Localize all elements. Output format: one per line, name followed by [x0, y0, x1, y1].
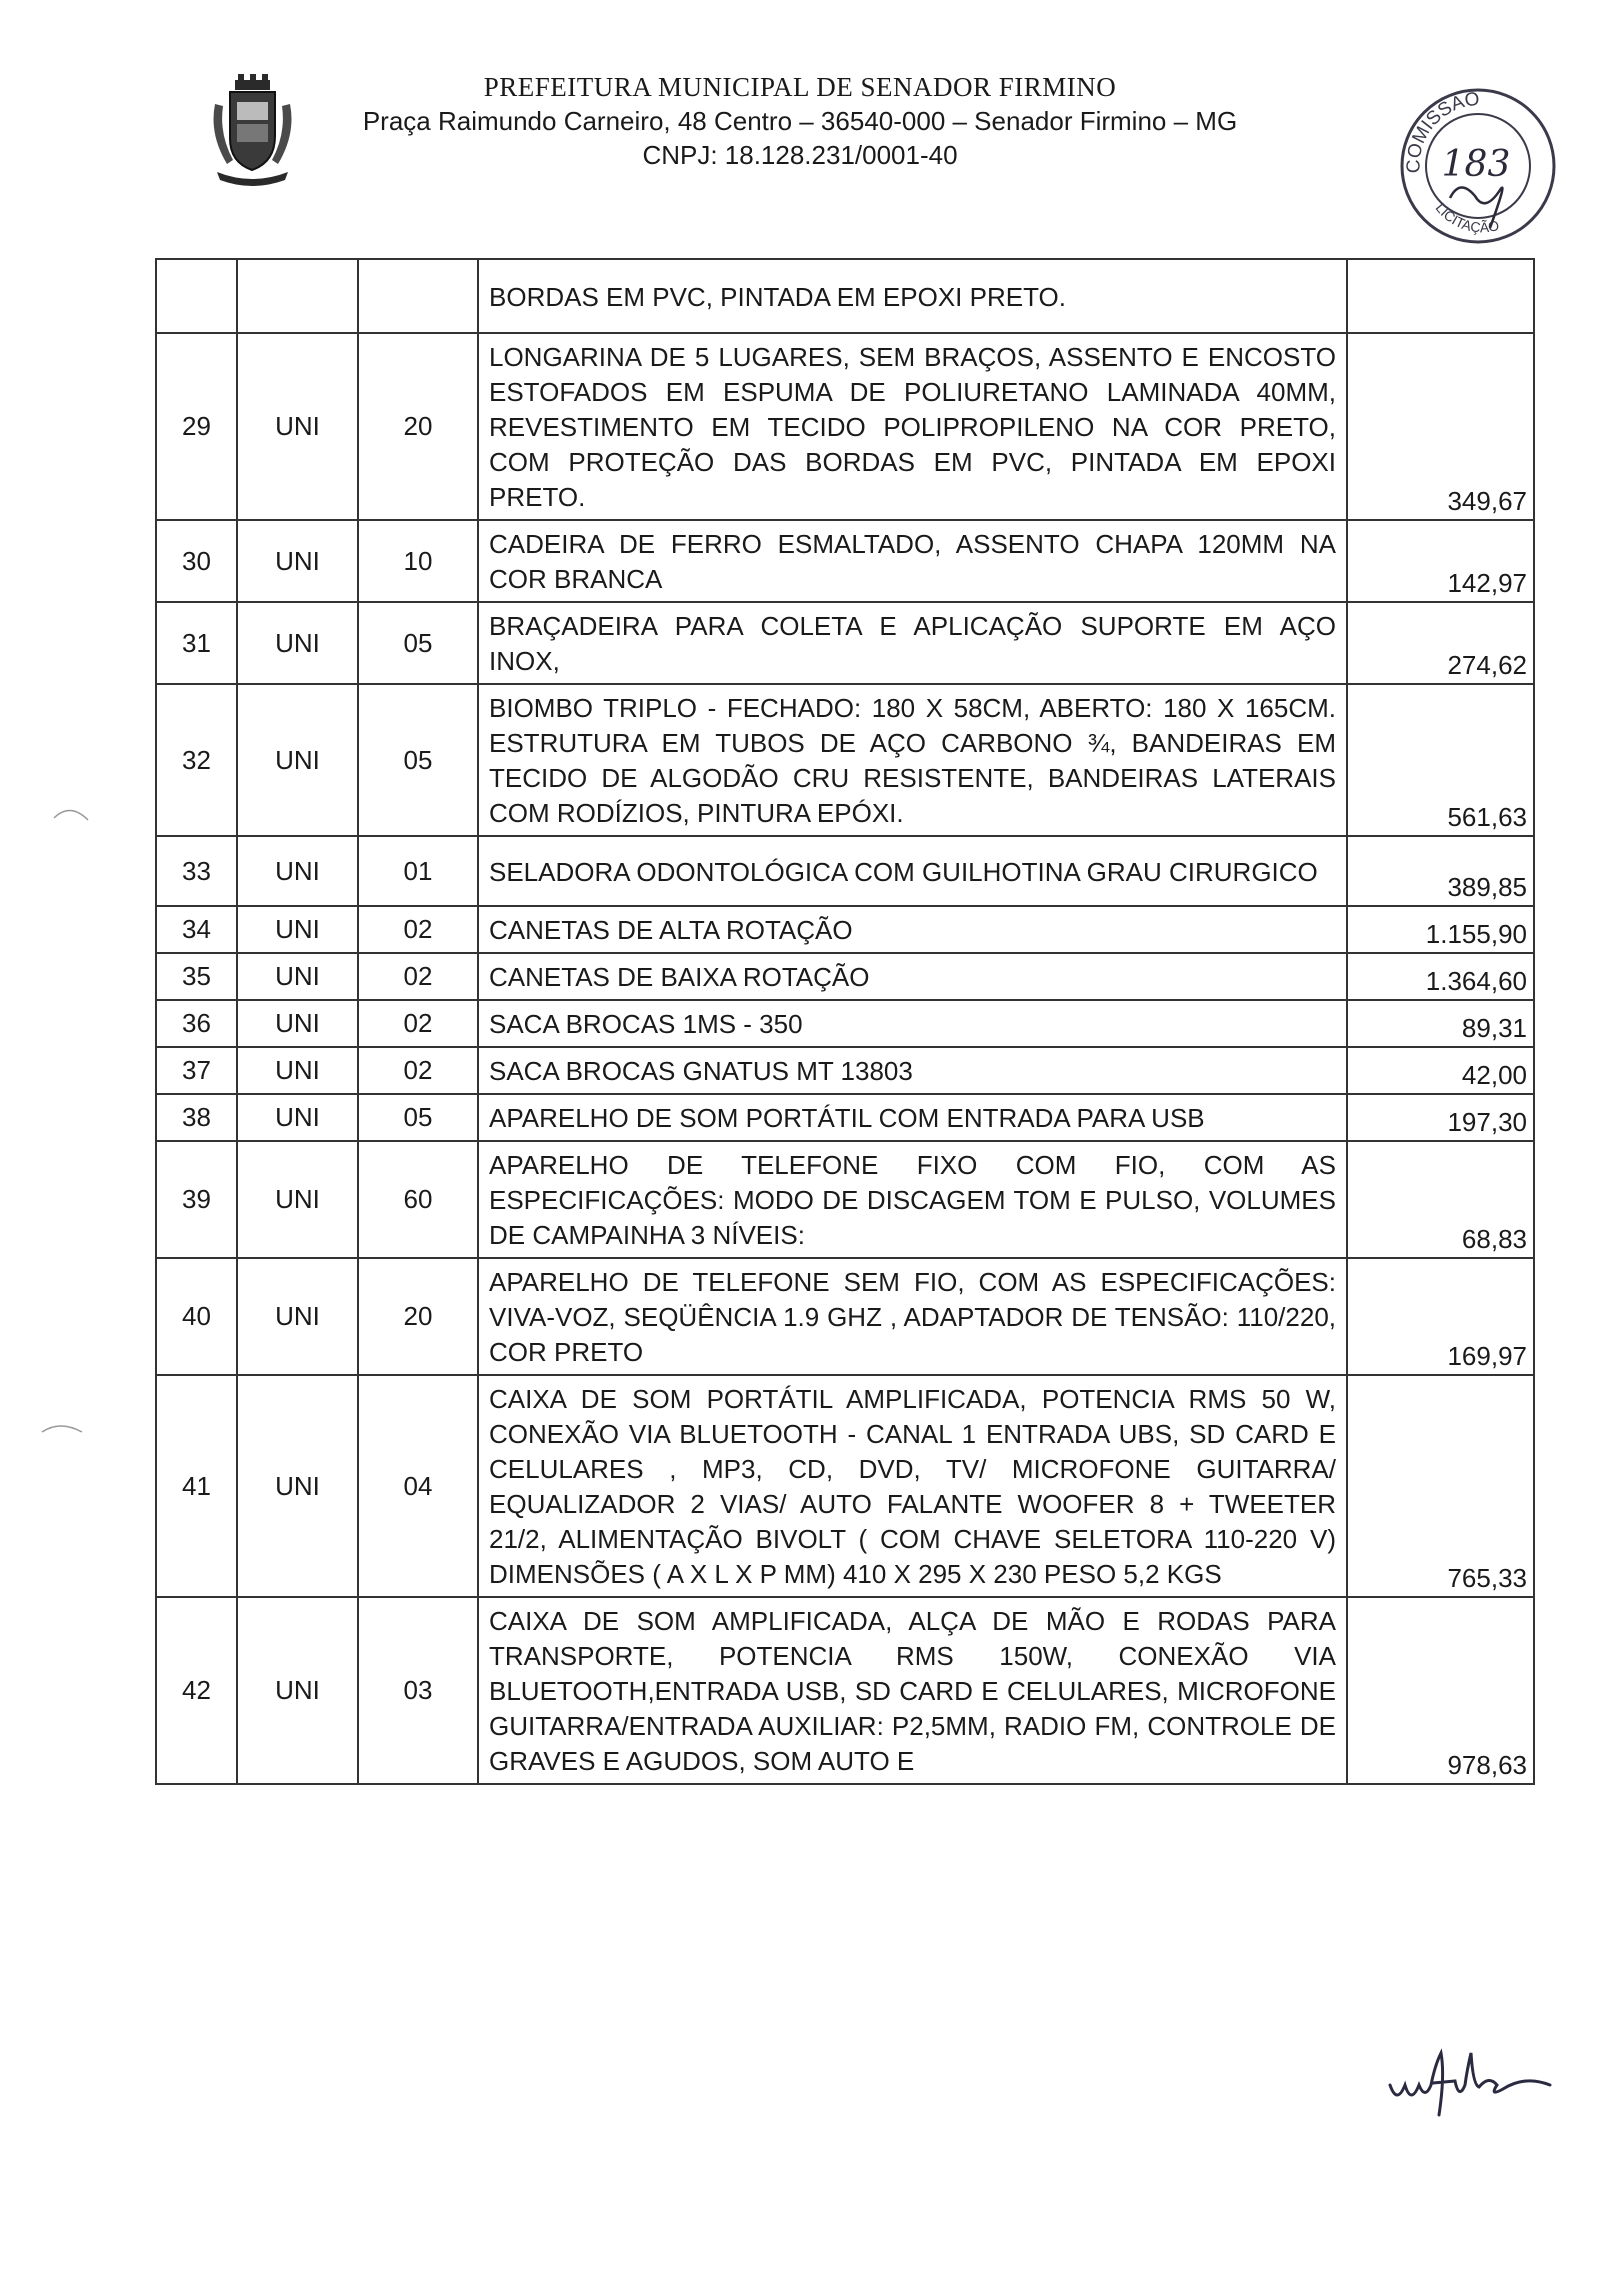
item-number-cell: 35: [156, 953, 237, 1000]
unit-cell: UNI: [237, 1597, 358, 1784]
table-row-continuation: [156, 259, 1534, 333]
description-cell: CANETAS DE BAIXA ROTAÇÃO: [478, 953, 1347, 1000]
price-cell: [1347, 259, 1534, 333]
item-number-cell: 31: [156, 602, 237, 684]
quantity-cell: 02: [358, 953, 478, 1000]
item-number-cell: 30: [156, 520, 237, 602]
item-number-cell: [156, 259, 237, 333]
punch-mark-icon: [52, 800, 92, 830]
unit-cell: UNI: [237, 333, 358, 520]
table-row: [156, 906, 1534, 953]
svg-text:LICITAÇÃO: [1433, 200, 1501, 236]
description-cell: SELADORA ODONTOLÓGICA COM GUILHOTINA GRAU CIRURGICO: [478, 836, 1347, 906]
municipality-address: Praça Raimundo Carneiro, 48 Centro – 36540-000 – Senador Firmino – MG: [362, 106, 1238, 136]
item-number-cell: 37: [156, 1047, 237, 1094]
quantity-cell: 03: [358, 1597, 478, 1784]
description-cell: APARELHO DE TELEFONE SEM FIO, COM AS ESPECIFICAÇÕES: VIVA-VOZ, SEQÜÊNCIA 1.9 GHZ , ADAPTADOR DE TENSÃO: 110/220, COR PRETO: [478, 1258, 1347, 1375]
item-number-cell: 33: [156, 836, 237, 906]
description-cell: CAIXA DE SOM PORTÁTIL AMPLIFICADA, POTENCIA RMS 50 W, CONEXÃO VIA BLUETOOTH - CANAL 1 ENTRADA UBS, SD CARD E CELULARES , MP3, CD, DVD, TV/ MICROFONE GUITARRA/ EQUALIZADOR 2 VIAS/ AUTO FALANTE WOOFER 8 + TWEETER 21/2, ALIMENTAÇÃO BIVOLT ( COM CHAVE SELETORA 110-220 V) DIMENSÕES ( A X L X P MM) 410 X 295 X 230 PESO 5,2 KGS: [478, 1375, 1347, 1597]
description-cell: APARELHO DE SOM PORTÁTIL COM ENTRADA PARA USB: [478, 1094, 1347, 1141]
table-row: [156, 1047, 1534, 1094]
price-cell: 42,00: [1347, 1047, 1534, 1094]
table-row: [156, 1258, 1534, 1375]
table-row: [156, 1597, 1534, 1784]
description-cell: APARELHO DE TELEFONE FIXO COM FIO, COM AS ESPECIFICAÇÕES: MODO DE DISCAGEM TOM E PULSO, VOLUMES DE CAMPAINHA 3 NÍVEIS:: [478, 1141, 1347, 1258]
unit-cell: UNI: [237, 836, 358, 906]
unit-cell: UNI: [237, 1141, 358, 1258]
commission-stamp-icon: [1390, 78, 1565, 253]
price-cell: 1.364,60: [1347, 953, 1534, 1000]
municipality-title: PREFEITURA MUNICIPAL DE SENADOR FIRMINO: [483, 72, 1117, 102]
table-row: [156, 836, 1534, 906]
quantity-cell: 20: [358, 1258, 478, 1375]
item-number-cell: 32: [156, 684, 237, 836]
price-cell: 765,33: [1347, 1375, 1534, 1597]
description-cell: SACA BROCAS GNATUS MT 13803: [478, 1047, 1347, 1094]
quantity-cell: 60: [358, 1141, 478, 1258]
price-cell: 169,97: [1347, 1258, 1534, 1375]
table-row: [156, 520, 1534, 602]
quantity-cell: 05: [358, 1094, 478, 1141]
item-number-cell: 36: [156, 1000, 237, 1047]
table-row: [156, 602, 1534, 684]
price-cell: 274,62: [1347, 602, 1534, 684]
stamp-number: 183: [1441, 144, 1511, 185]
table-row: [156, 953, 1534, 1000]
price-cell: 89,31: [1347, 1000, 1534, 1047]
stamp-text-top: COMISSÃO: [1403, 88, 1481, 174]
table-row: [156, 1375, 1534, 1597]
quantity-cell: 02: [358, 1047, 478, 1094]
price-cell: 197,30: [1347, 1094, 1534, 1141]
description-cell: CAIXA DE SOM AMPLIFICADA, ALÇA DE MÃO E RODAS PARA TRANSPORTE, POTENCIA RMS 150W, CONEXÃO VIA BLUETOOTH,ENTRADA USB, SD CARD E CELULARES, MICROFONE GUITARRA/ENTRADA AUXILIAR: P2,5MM, RADIO FM, CONTROLE DE GRAVES E AGUDOS, SOM AUTO E: [478, 1597, 1347, 1784]
description-cell: BORDAS EM PVC, PINTADA EM EPOXI PRETO.: [478, 259, 1347, 333]
unit-cell: UNI: [237, 906, 358, 953]
stamp-text-bottom: LICITAÇÃO: [1432, 199, 1501, 236]
price-cell: 68,83: [1347, 1141, 1534, 1258]
table-row: [156, 1094, 1534, 1141]
price-cell: 561,63: [1347, 684, 1534, 836]
unit-cell: UNI: [237, 684, 358, 836]
price-cell: 1.155,90: [1347, 906, 1534, 953]
table-row: [156, 1141, 1534, 1258]
description-cell: LONGARINA DE 5 LUGARES, SEM BRAÇOS, ASSENTO E ENCOSTO ESTOFADOS EM ESPUMA DE POLIURETANO LAMINADA 40MM, REVESTIMENTO EM TECIDO POLIPROPILENO NA COR PRETO, COM PROTEÇÃO DAS BORDAS EM PVC, PINTADA EM EPOXI PRETO.: [478, 333, 1347, 520]
unit-cell: UNI: [237, 602, 358, 684]
quantity-cell: [358, 259, 478, 333]
items-table-body: [156, 259, 1534, 1784]
description-cell: SACA BROCAS 1MS - 350: [478, 1000, 1347, 1047]
table-row: [156, 1000, 1534, 1047]
letterhead: [0, 60, 1600, 236]
unit-cell: UNI: [237, 1094, 358, 1141]
description-cell: CADEIRA DE FERRO ESMALTADO, ASSENTO CHAPA 120MM NA COR BRANCA: [478, 520, 1347, 602]
quantity-cell: 04: [358, 1375, 478, 1597]
items-table: [155, 258, 1535, 1785]
unit-cell: UNI: [237, 1047, 358, 1094]
unit-cell: UNI: [237, 520, 358, 602]
quantity-cell: 01: [358, 836, 478, 906]
unit-cell: UNI: [237, 1375, 358, 1597]
price-cell: 978,63: [1347, 1597, 1534, 1784]
unit-cell: UNI: [237, 1000, 358, 1047]
quantity-cell: 10: [358, 520, 478, 602]
handwritten-signature-icon: [1385, 2045, 1565, 2135]
table-row: [156, 333, 1534, 520]
price-cell: 389,85: [1347, 836, 1534, 906]
unit-cell: UNI: [237, 1258, 358, 1375]
price-cell: 142,97: [1347, 520, 1534, 602]
item-number-cell: 40: [156, 1258, 237, 1375]
quantity-cell: 05: [358, 602, 478, 684]
item-number-cell: 42: [156, 1597, 237, 1784]
description-cell: BIOMBO TRIPLO - FECHADO: 180 X 58CM, ABERTO: 180 X 165CM. ESTRUTURA EM TUBOS DE AÇO CARBONO ¾, BANDEIRAS EM TECIDO DE ALGODÃO CRU RESISTENTE, BANDEIRAS LATERAIS COM RODÍZIOS, PINTURA EPÓXI.: [478, 684, 1347, 836]
item-number-cell: 38: [156, 1094, 237, 1141]
table-row: [156, 684, 1534, 836]
item-number-cell: 39: [156, 1141, 237, 1258]
unit-cell: UNI: [237, 953, 358, 1000]
description-cell: BRAÇADEIRA PARA COLETA E APLICAÇÃO SUPORTE EM AÇO INOX,: [478, 602, 1347, 684]
price-cell: 349,67: [1347, 333, 1534, 520]
quantity-cell: 20: [358, 333, 478, 520]
punch-mark-icon: [40, 1418, 85, 1438]
unit-cell: [237, 259, 358, 333]
item-number-cell: 41: [156, 1375, 237, 1597]
quantity-cell: 05: [358, 684, 478, 836]
quantity-cell: 02: [358, 906, 478, 953]
quantity-cell: 02: [358, 1000, 478, 1047]
item-number-cell: 29: [156, 333, 237, 520]
item-number-cell: 34: [156, 906, 237, 953]
municipality-cnpj: CNPJ: 18.128.231/0001-40: [642, 140, 958, 170]
description-cell: CANETAS DE ALTA ROTAÇÃO: [478, 906, 1347, 953]
